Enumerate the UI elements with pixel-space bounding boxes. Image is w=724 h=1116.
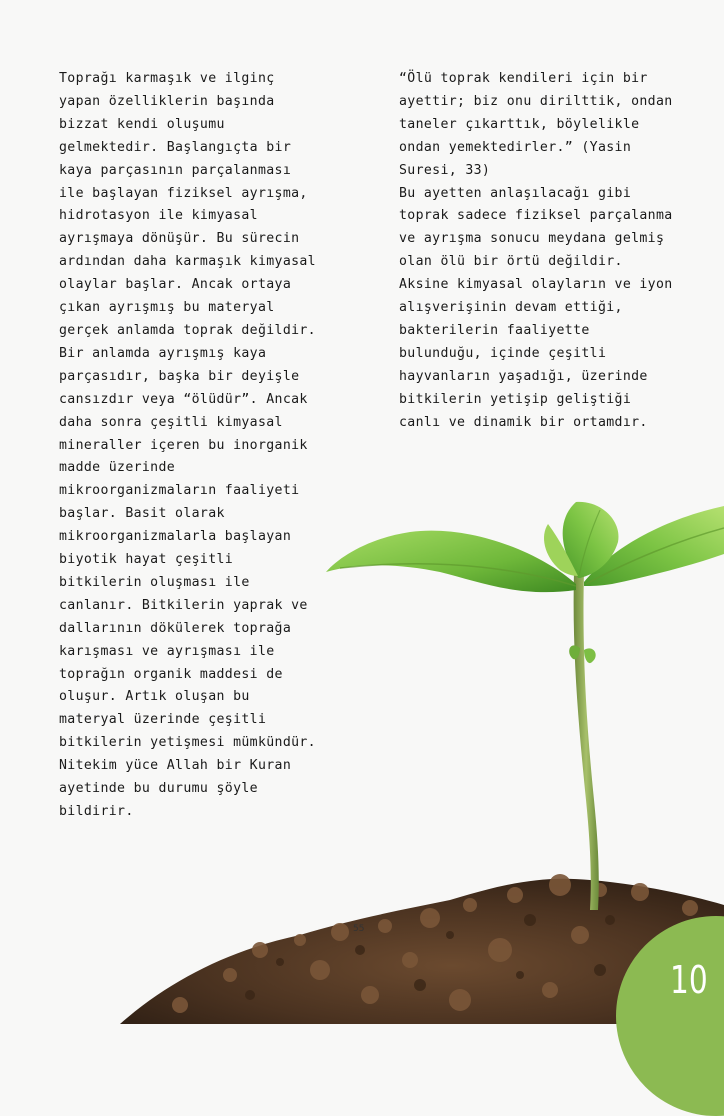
- text-line: mineraller içeren bu inorganik: [59, 437, 308, 453]
- text-line: Bu ayetten anlaşılacağı gibi: [399, 185, 632, 201]
- text-line: olan ölü bir örtü değildir.: [399, 254, 623, 270]
- text-line: bakterilerin faaliyette: [399, 322, 590, 338]
- text-line: bitkilerin oluşması ile: [59, 574, 250, 590]
- text-line: olaylar başlar. Ancak ortaya: [59, 277, 292, 293]
- text-line: ardından daha karmaşık kimyasal: [59, 254, 316, 270]
- right-text-column: [399, 68, 699, 435]
- text-line: Aksine kimyasal olayların ve iyon: [399, 277, 673, 293]
- text-line: başlar. Basit olarak: [59, 506, 225, 522]
- text-line: çıkan ayrışmış bu materyal: [59, 300, 275, 316]
- seedling-in-soil-image: [0, 480, 724, 1024]
- text-line: canlı ve dinamik bir ortamdır.: [399, 414, 648, 430]
- text-line: cansızdır veya “ölüdür”. Ancak: [59, 391, 308, 407]
- text-line: toprak sadece fiziksel parçalanma: [399, 208, 673, 224]
- text-line: hayvanların yaşadığı, üzerinde: [399, 368, 648, 384]
- text-line: oluşur. Artık oluşan bu: [59, 689, 250, 705]
- text-line: ile başlayan fiziksel ayrışma,: [59, 185, 308, 201]
- text-line: bitkilerin yetişmesi mümkündür.: [59, 735, 316, 751]
- text-line: taneler çıkarttık, böylelikle: [399, 116, 640, 132]
- text-line: dallarının dökülerek toprağa: [59, 620, 292, 636]
- text-line: ve ayrışma sonucu meydana gelmiş: [399, 231, 665, 247]
- small-page-number: 55: [353, 924, 365, 934]
- text-line: toprağın organik maddesi de: [59, 666, 283, 682]
- text-line: materyal üzerinde çeşitli: [59, 712, 267, 728]
- text-line: “Ölü toprak kendileri için bir: [399, 71, 648, 86]
- text-line: Suresi, 33): [399, 162, 491, 178]
- text-line: karışması ve ayrışması ile: [59, 643, 275, 659]
- text-line: gelmektedir. Başlangıçta bir: [59, 139, 292, 155]
- text-line: bildirir.: [59, 804, 134, 819]
- page-number: 10: [670, 958, 708, 1002]
- text-line: mikroorganizmaların faaliyeti: [59, 483, 300, 499]
- text-line: madde üzerinde: [59, 460, 176, 476]
- text-line: ayetinde bu durumu şöyle: [59, 781, 258, 797]
- text-line: daha sonra çeşitli kimyasal: [59, 414, 283, 430]
- text-line: ayrışmaya dönüşür. Bu sürecin: [59, 231, 300, 247]
- text-line: Bir anlamda ayrışmış kaya: [59, 345, 267, 361]
- text-line: Toprağı karmaşık ve ilginç: [59, 71, 275, 86]
- text-line: kaya parçasının parçalanması: [59, 162, 292, 178]
- text-line: bizzat kendi oluşumu: [59, 116, 225, 132]
- text-line: ayettir; biz onu dirilttik, ondan: [399, 93, 673, 109]
- text-line: biyotik hayat çeşitli: [59, 552, 234, 568]
- text-line: parçasıdır, başka bir deyişle: [59, 368, 300, 384]
- text-line: bulunduğu, içinde çeşitli: [399, 345, 607, 361]
- text-line: canlanır. Bitkilerin yaprak ve: [59, 597, 308, 613]
- text-line: ondan yemektedirler.” (Yasin: [399, 139, 632, 155]
- text-line: Nitekim yüce Allah bir Kuran: [59, 758, 292, 774]
- text-line: mikroorganizmalarla başlayan: [59, 529, 292, 545]
- text-line: hidrotasyon ile kimyasal: [59, 208, 258, 224]
- text-line: gerçek anlamda toprak değildir.: [59, 322, 316, 338]
- text-line: yapan özelliklerin başında: [59, 93, 275, 109]
- text-line: bitkilerin yetişip geliştiği: [399, 391, 632, 407]
- text-line: alışverişinin devam ettiği,: [399, 300, 623, 316]
